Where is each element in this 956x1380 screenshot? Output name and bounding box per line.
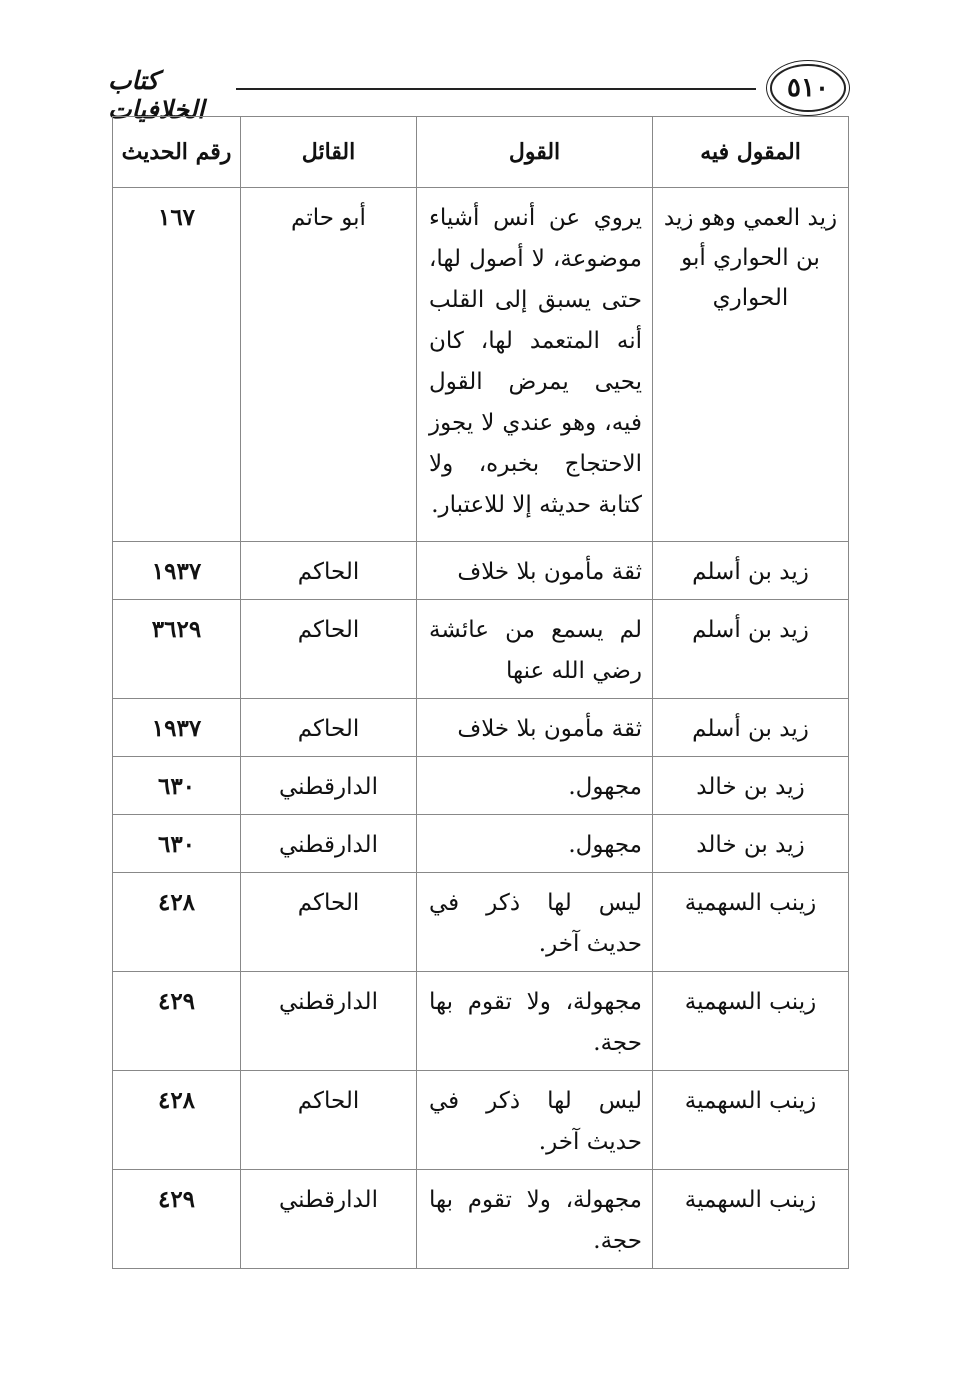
cell-subject: زيد بن أسلم: [653, 699, 849, 757]
cell-quote: ليس لها ذكر في حديث آخر.: [417, 873, 653, 972]
table-row: [113, 972, 849, 1071]
cell-subject: زينب السهمية: [653, 1170, 849, 1269]
cell-subject: زينب السهمية: [653, 873, 849, 972]
narrators-table: [112, 116, 849, 1269]
cell-hadith-number: ١٦٧: [113, 188, 241, 542]
table-row: [113, 757, 849, 815]
cell-speaker: أبو حاتم: [241, 188, 417, 542]
cell-speaker: الحاكم: [241, 600, 417, 699]
cell-speaker: الحاكم: [241, 542, 417, 600]
column-header-hadith-number: رقم الحديث: [113, 117, 241, 188]
cell-subject: زيد بن أسلم: [653, 542, 849, 600]
cell-subject: زينب السهمية: [653, 972, 849, 1071]
table-row: [113, 1071, 849, 1170]
cell-hadith-number: ٦٣٠: [113, 815, 241, 873]
cell-hadith-number: ٦٣٠: [113, 757, 241, 815]
table-row: [113, 815, 849, 873]
cell-hadith-number: ٣٦٢٩: [113, 600, 241, 699]
cell-speaker: الحاكم: [241, 873, 417, 972]
cell-hadith-number: ٤٢٨: [113, 873, 241, 972]
cell-quote: يروي عن أنس أشياء موضوعة، لا أصول لها، حتى يسبق إلى القلب أنه المتعمد لها، كان يحيى يمرض القول فيه، وهو عندي لا يجوز الاحتجاج بخبره، ولا كتابة حديثه إلا للاعتبار.: [417, 188, 653, 542]
table-row: [113, 873, 849, 972]
cell-hadith-number: ٤٢٩: [113, 972, 241, 1071]
table-row: [113, 542, 849, 600]
column-header-subject: المقول فيه: [653, 117, 849, 188]
table-row: [113, 699, 849, 757]
cell-hadith-number: ١٩٣٧: [113, 699, 241, 757]
table-header-row: [113, 117, 849, 188]
cell-quote: ثقة مأمون بلا خلاف: [417, 542, 653, 600]
column-header-speaker: القائل: [241, 117, 417, 188]
cell-quote: ليس لها ذكر في حديث آخر.: [417, 1071, 653, 1170]
book-title: كتاب الخلافيات: [108, 66, 205, 124]
cell-subject: زيد العمي وهو زيد بن الحواري أبو الحواري: [653, 188, 849, 542]
cell-quote: ثقة مأمون بلا خلاف: [417, 699, 653, 757]
cell-quote: مجهولة، ولا تقوم بها حجة.: [417, 972, 653, 1071]
table-row: [113, 188, 849, 542]
cell-quote: مجهولة، ولا تقوم بها حجة.: [417, 1170, 653, 1269]
page-header: [108, 62, 848, 124]
cell-speaker: الدارقطني: [241, 757, 417, 815]
table-row: [113, 600, 849, 699]
cell-hadith-number: ٤٢٩: [113, 1170, 241, 1269]
cell-quote: مجهول.: [417, 757, 653, 815]
cell-subject: زينب السهمية: [653, 1071, 849, 1170]
header-rule: [236, 88, 756, 90]
cell-speaker: الحاكم: [241, 699, 417, 757]
cell-speaker: الحاكم: [241, 1071, 417, 1170]
cell-subject: زيد بن خالد: [653, 757, 849, 815]
column-header-quote: القول: [417, 117, 653, 188]
table-row: [113, 1170, 849, 1269]
page-number-badge: [770, 64, 846, 112]
page-number: ٥١٠: [787, 73, 829, 103]
cell-speaker: الدارقطني: [241, 815, 417, 873]
cell-hadith-number: ٤٢٨: [113, 1071, 241, 1170]
cell-hadith-number: ١٩٣٧: [113, 542, 241, 600]
cell-subject: زيد بن أسلم: [653, 600, 849, 699]
cell-speaker: الدارقطني: [241, 1170, 417, 1269]
cell-speaker: الدارقطني: [241, 972, 417, 1071]
cell-quote: لم يسمع من عائشة رضي الله عنها: [417, 600, 653, 699]
cell-quote: مجهول.: [417, 815, 653, 873]
cell-subject: زيد بن خالد: [653, 815, 849, 873]
